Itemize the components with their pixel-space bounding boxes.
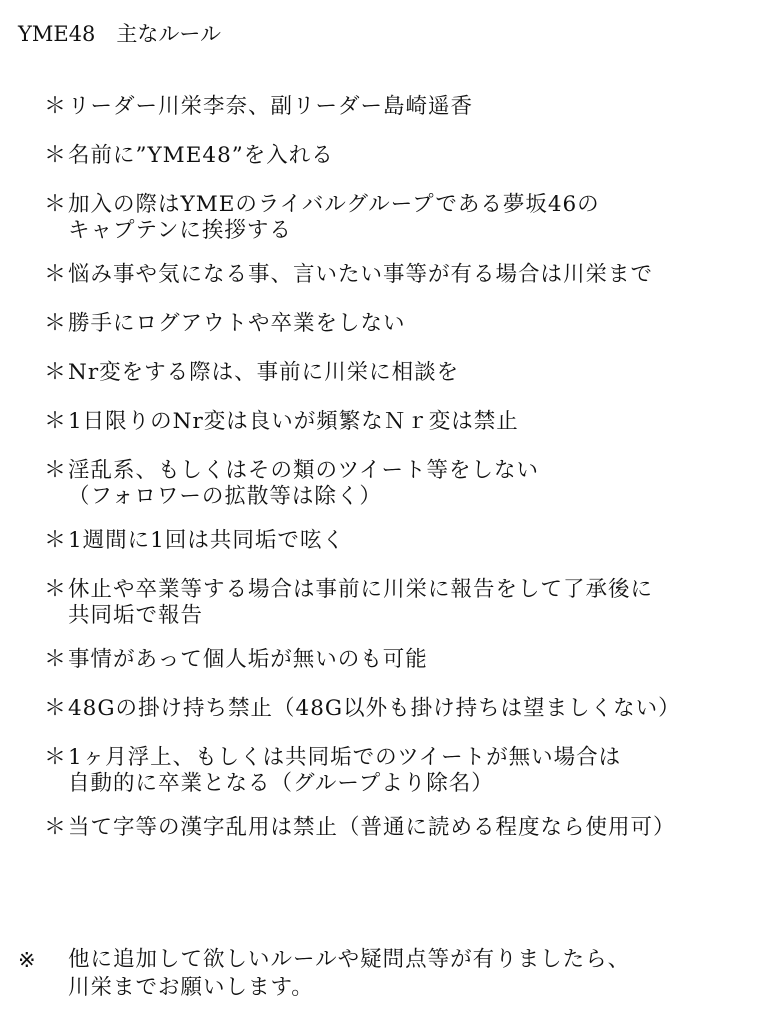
rule-text bbox=[68, 696, 681, 722]
rule-item bbox=[44, 94, 760, 120]
bullet-asterisk: ＊ bbox=[44, 192, 67, 217]
rule-line: 休止や卒業等する場合は事前に川栄に報告をして了承後に bbox=[68, 577, 654, 602]
footer-line: 川栄までお願いします。 bbox=[68, 975, 314, 1000]
rule-item bbox=[44, 745, 760, 797]
bullet-asterisk: ＊ bbox=[44, 458, 67, 483]
rule-text bbox=[68, 745, 621, 797]
rule-line: 名前に”YME48”を入れる bbox=[68, 143, 334, 168]
rule-line: 自動的に卒業となる（グループより除名） bbox=[68, 771, 494, 796]
rule-line: 淫乱系、もしくはその類のツイート等をしない bbox=[68, 458, 539, 483]
bullet-asterisk: ＊ bbox=[44, 647, 67, 672]
rule-line: 悩み事や気になる事、言いたい事等が有る場合は川栄まで bbox=[68, 262, 654, 287]
rule-item bbox=[44, 696, 760, 722]
rule-text bbox=[68, 528, 345, 554]
reference-mark: ※ bbox=[18, 948, 36, 972]
rule-line: （フォロワーの拡散等は除く） bbox=[68, 484, 382, 509]
footer-line: 他に追加して欲しいルールや疑問点等が有りましたら、 bbox=[68, 947, 631, 972]
rule-text bbox=[68, 815, 676, 841]
rule-text bbox=[68, 409, 519, 435]
rule-line: 1日限りのNr変は良いが頻繁なＮｒ変は禁止 bbox=[68, 409, 519, 434]
rule-item bbox=[44, 143, 760, 169]
bullet-asterisk: ＊ bbox=[44, 94, 67, 119]
rule-text bbox=[68, 647, 428, 673]
rule-line: 勝手にログアウトや卒業をしない bbox=[68, 311, 406, 336]
bullet-asterisk: ＊ bbox=[44, 577, 67, 602]
rule-line: 共同垢で報告 bbox=[68, 603, 204, 628]
bullet-asterisk: ＊ bbox=[44, 696, 67, 721]
rule-line: キャプテンに挨拶する bbox=[68, 218, 292, 243]
bullet-asterisk: ＊ bbox=[44, 528, 67, 553]
rule-line: 当て字等の漢字乱用は禁止（普通に読める程度なら使用可） bbox=[68, 815, 676, 840]
rule-line: 事情があって個人垢が無いのも可能 bbox=[68, 647, 428, 672]
bullet-asterisk: ＊ bbox=[44, 409, 67, 434]
bullet-asterisk: ＊ bbox=[44, 143, 67, 168]
bullet-asterisk: ＊ bbox=[44, 815, 67, 840]
rule-line: 1ヶ月浮上、もしくは共同垢でのツイートが無い場合は bbox=[68, 745, 622, 770]
rule-text bbox=[68, 143, 334, 169]
rule-text bbox=[68, 577, 653, 629]
rule-text bbox=[68, 311, 406, 337]
rule-item bbox=[44, 815, 760, 841]
rule-line: Nr変をする際は、事前に川栄に相談を bbox=[68, 360, 460, 385]
rule-text bbox=[68, 458, 539, 510]
rule-item bbox=[44, 262, 760, 288]
footer-note bbox=[18, 946, 630, 1002]
page-title: YME48 主なルール bbox=[18, 22, 221, 46]
rule-item bbox=[44, 360, 760, 386]
rule-text bbox=[68, 262, 653, 288]
bullet-asterisk: ＊ bbox=[44, 262, 67, 287]
rule-line: 48Gの掛け持ち禁止（48G以外も掛け持ちは望ましくない） bbox=[68, 696, 681, 721]
rule-item bbox=[44, 577, 760, 629]
footer-text bbox=[68, 946, 630, 1002]
bullet-asterisk: ＊ bbox=[44, 745, 67, 770]
rule-line: 1週間に1回は共同垢で呟く bbox=[68, 528, 345, 553]
rule-line: 加入の際はYMEのライバルグループである夢坂46の bbox=[68, 192, 600, 217]
rule-item bbox=[44, 458, 760, 510]
rule-line: リーダー川栄李奈、副リーダー島崎遥香 bbox=[68, 94, 474, 119]
rule-text bbox=[68, 94, 473, 120]
rules-list bbox=[44, 94, 760, 864]
rule-text bbox=[68, 192, 600, 244]
rule-item bbox=[44, 528, 760, 554]
rule-item bbox=[44, 409, 760, 435]
bullet-asterisk: ＊ bbox=[44, 311, 67, 336]
rule-item bbox=[44, 647, 760, 673]
rule-text bbox=[68, 360, 459, 386]
bullet-asterisk: ＊ bbox=[44, 360, 67, 385]
rule-item bbox=[44, 311, 760, 337]
rule-item bbox=[44, 192, 760, 244]
